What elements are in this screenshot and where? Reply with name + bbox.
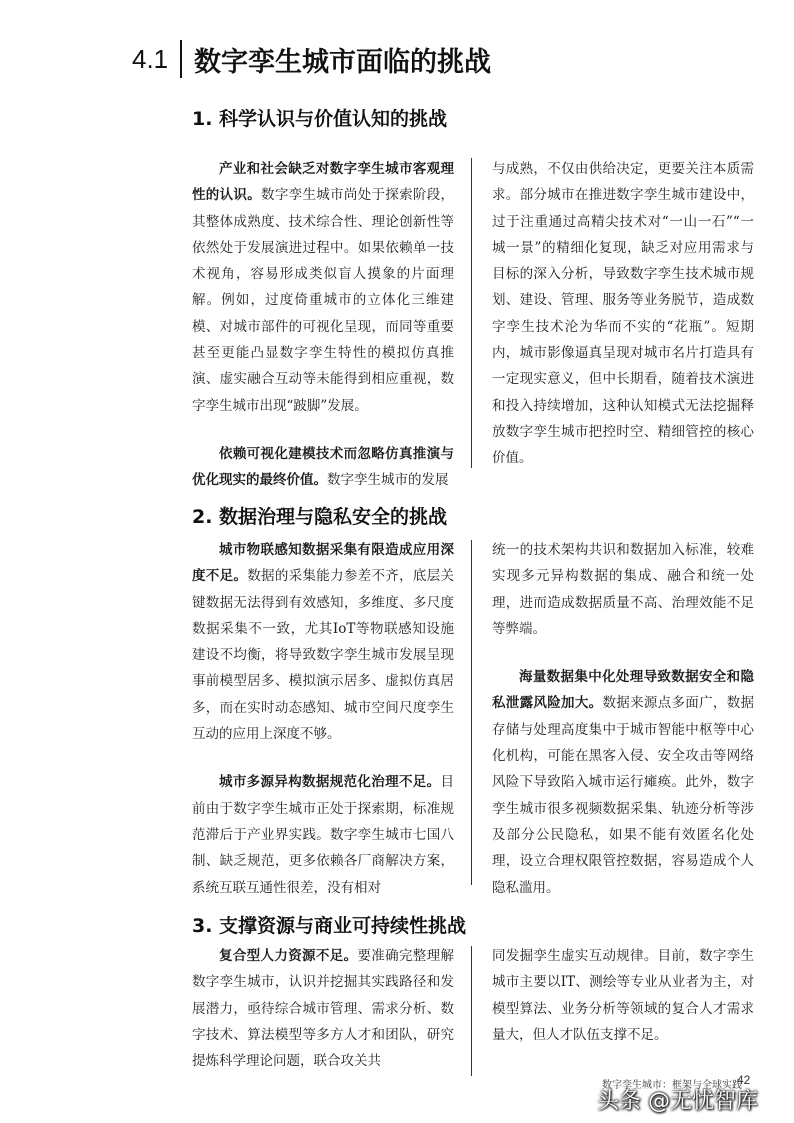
paragraph-text: 数字孪生城市的发展	[327, 472, 449, 489]
chapter-number: 4.1	[132, 44, 169, 74]
page-number: 42	[737, 1073, 751, 1087]
section-title-1: 1. 科学认识与价值认知的挑战	[192, 108, 448, 130]
paragraph	[192, 441, 454, 494]
column-divider	[471, 158, 472, 468]
paragraph-lead: 依赖可视化建模技术而忽略仿真推演与优化现实的最终价值。	[192, 445, 454, 489]
section-3-left-column	[192, 943, 454, 1074]
footer-book-title: 数字孪生城市：框架与全球实践	[602, 1080, 742, 1091]
section-2-right-column	[492, 537, 754, 901]
paragraph-lead: 城市物联感知数据采集有限造成应用深度不足。	[192, 542, 454, 585]
paragraph-text: 数据来源点多面广，数据存储与处理高度集中于城市智能中枢等中心化机构，可能在黑客入侵、安全攻击等网络风险下导致陷入城市运行瘫痪。此外，数字孪生城市很多视频数据采集、轨迹分析等涉及部分公民隐私，如果不能有效匿名化处理，设立合理权限管控数据，容易造成个人隐私滥用。	[492, 695, 755, 896]
paragraph-lead: 复合型人力资源不足。	[219, 948, 358, 964]
chapter-divider	[180, 40, 182, 78]
column-divider	[471, 946, 472, 1076]
paragraph-text: 要准确完整理解数字孪生城市，认识并挖掘其实践路径和发展潜力，亟待综合城市管理、需求分析、数字技术、算法模型等多方人才和团队，研究提炼科学理论问题，联合攻关共	[192, 948, 454, 1070]
paragraph-lead: 海量数据集中化处理导致数据安全和隐私泄露风险加大。	[492, 669, 754, 712]
watermark: 头条 @无忧智库	[597, 1089, 758, 1114]
section-title-3: 3. 支撑资源与商业可持续性挑战	[192, 915, 467, 937]
paragraph-text: 数字孪生城市尚处于探索阶段，其整体成熟度、技术综合性、理论创新性等依然处于发展演进过程中。如果依赖单一技术视角，容易形成类似盲人摸象的片面理解。例如，过度倚重城市的立体化三维建模、对城市部件的可视化呈现，而同等重要甚至更能凸显数字孪生特性的模拟仿真推演、虚实融合互动等未能得到相应重视，数字孪生城市出现“跛脚”发展。	[192, 187, 455, 414]
section-3-right-column	[492, 943, 754, 1048]
paragraph-text: 与成熟，不仅由供给决定，更要关注本质需求。部分城市在推进数字孪生城市建设中，过于注重通过高精尖技术对“一山一石”“一城一景”的精细化复现，缺乏对应用需求与目标的深入分析，导致数字孪生技术城市规划、建设、管理、服务等业务脱节，造成数字孪生技术沦为华而不实的“花瓶”。短期内，城市影像逼真呈现对城市名片打造具有一定现实意义，但中长期看，随着技术演进和投入持续增加，这种认知模式无法挖掘释放数字孪生城市把控时空、精细管控的核心价值。	[492, 161, 754, 467]
paragraph	[492, 943, 754, 1048]
paragraph-text: 数据的采集能力参差不齐，底层关键数据无法得到有效感知，多维度、多尺度数据采集不一致，尤其IoT等物联感知设施建设不均衡，将导致数字孪生城市发展呈现事前模型居多、模拟演示居多、虚拟仿真居多，而在实时动态感知、城市空间尺度孪生互动的应用上深度不够。	[192, 568, 455, 743]
paragraph	[192, 537, 454, 747]
section-2-left-column	[192, 537, 454, 901]
paragraph-text: 统一的技术架构共识和数据加入标准，较难实现多元异构数据的集成、融合和统一处理，进而造成数据质量不高、治理效能不足等弊端。	[492, 542, 754, 637]
paragraph	[192, 769, 454, 900]
paragraph-text: 同发掘孪生虚实互动规律。目前，数字孪生城市主要以IT、测绘等专业从业者为主，对模型算法、业务分析等领域的复合人才需求量大，但人才队伍支撑不足。	[492, 948, 754, 1043]
section-title-2: 2. 数据治理与隐私安全的挑战	[192, 506, 448, 528]
paragraph	[192, 943, 454, 1074]
paragraph	[492, 156, 754, 472]
paragraph-text: 目前由于数字孪生城市正处于探索期，标准规范滞后于产业界实践。数字孪生城市七国八制、缺乏规范，更多依赖各厂商解决方案，系统互联互通性很差，没有相对	[192, 774, 454, 896]
section-1-left-column	[192, 156, 454, 494]
paragraph-lead: 产业和社会缺乏对数字孪生城市客观理性的认识。	[192, 161, 454, 204]
paragraph	[192, 156, 454, 419]
paragraph	[492, 537, 754, 642]
paragraph	[492, 664, 754, 901]
column-divider	[471, 540, 472, 885]
section-1-right-column	[492, 156, 754, 472]
paragraph-lead: 城市多源异构数据规范化治理不足。	[219, 774, 441, 791]
chapter-title: 数字孪生城市面临的挑战	[194, 47, 491, 78]
